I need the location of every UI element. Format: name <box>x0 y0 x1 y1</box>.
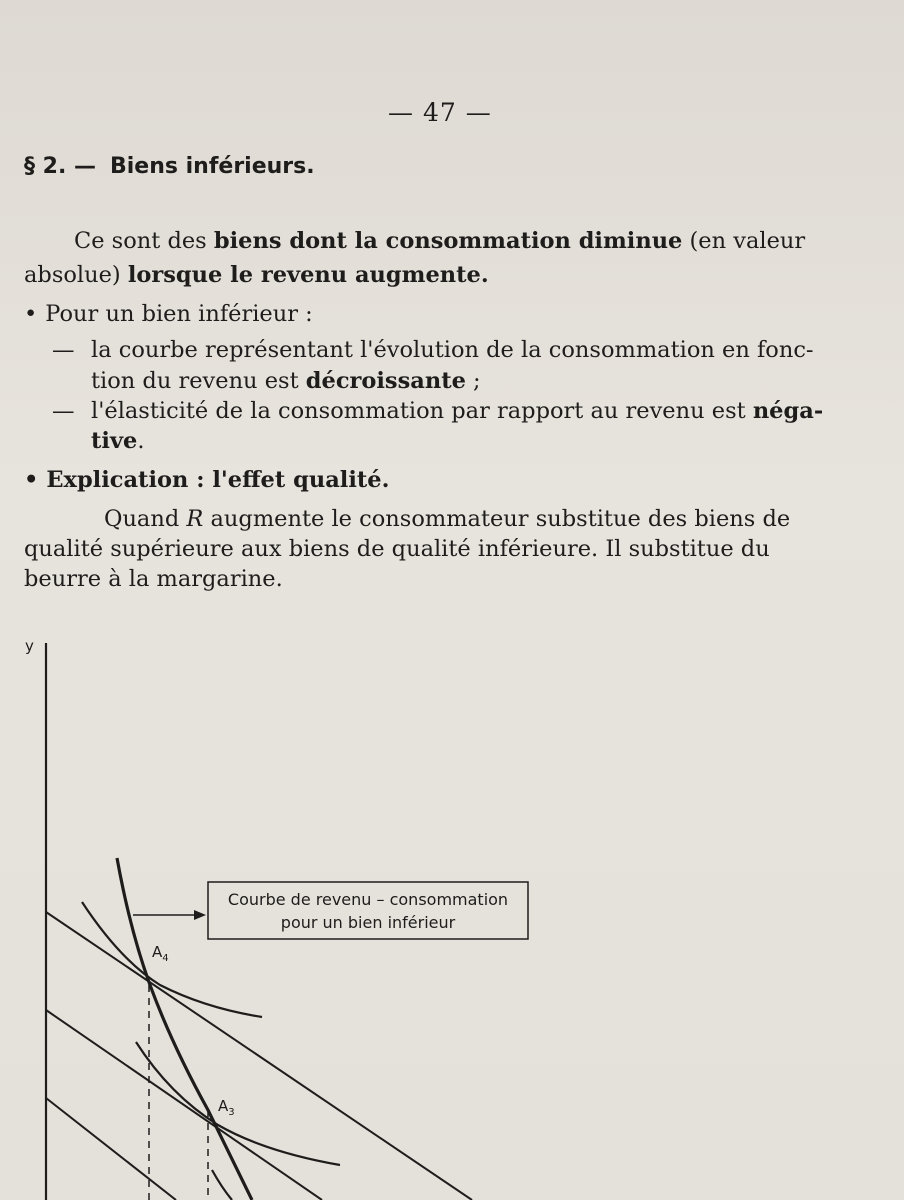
bullet-label: Explication : l'effet qualité. <box>46 467 390 493</box>
indifference-curve-4 <box>82 902 262 1017</box>
callout-line-1: Courbe de revenu – consommation <box>227 890 509 909</box>
point-a3-label: $A_3$ <box>218 1097 235 1118</box>
bullet-marker: • <box>24 467 39 493</box>
income-consumption-curve <box>117 858 252 1200</box>
list-item-2-line-2: tive. <box>91 428 145 454</box>
list-item-1-line-2: tion du revenu est décroissante ; <box>91 368 481 394</box>
budget-line-2 <box>46 1098 176 1200</box>
point-a4-label: $A_4$ <box>152 943 169 964</box>
list-item-dash-2: — <box>52 398 75 424</box>
list-item-1-line-1: la courbe représentant l'évolution de la consommation en fonc- <box>91 337 814 363</box>
callout-line-2: pour un bien inférieur <box>280 913 456 932</box>
budget-line-3 <box>46 1010 322 1200</box>
y-axis-label: y <box>25 637 34 655</box>
bullet-marker: • <box>24 301 38 327</box>
section-title: Biens inférieurs. <box>109 154 315 179</box>
indifference-curve-3 <box>136 1042 340 1165</box>
bullet-explication <box>24 467 389 493</box>
intro-line-1: Ce sont des biens dont la consommation diminue (en valeur <box>74 228 806 254</box>
intro-line-2: absolue) lorsque le revenu augmente. <box>24 262 489 288</box>
bullet-label: Pour un bien inférieur : <box>45 301 313 327</box>
list-item-dash-1: — <box>52 337 75 363</box>
callout-arrow-head <box>194 910 206 920</box>
section-heading <box>24 154 315 179</box>
explication-line-1: Quand R augmente le consommateur substitue des biens de <box>104 506 791 532</box>
page-number: — 47 — <box>388 98 492 127</box>
indifference-diagram <box>0 620 904 1200</box>
indifference-curve-2 <box>212 1170 232 1200</box>
list-item-2-line-1: l'élasticité de la consommation par rapport au revenu est néga- <box>91 398 824 424</box>
bullet-pour-un-bien <box>24 301 313 327</box>
explication-line-2: qualité supérieure aux biens de qualité inférieure. Il substitue du <box>24 536 770 562</box>
section-number: § 2. — <box>24 154 96 179</box>
explication-line-3: beurre à la margarine. <box>24 566 283 592</box>
